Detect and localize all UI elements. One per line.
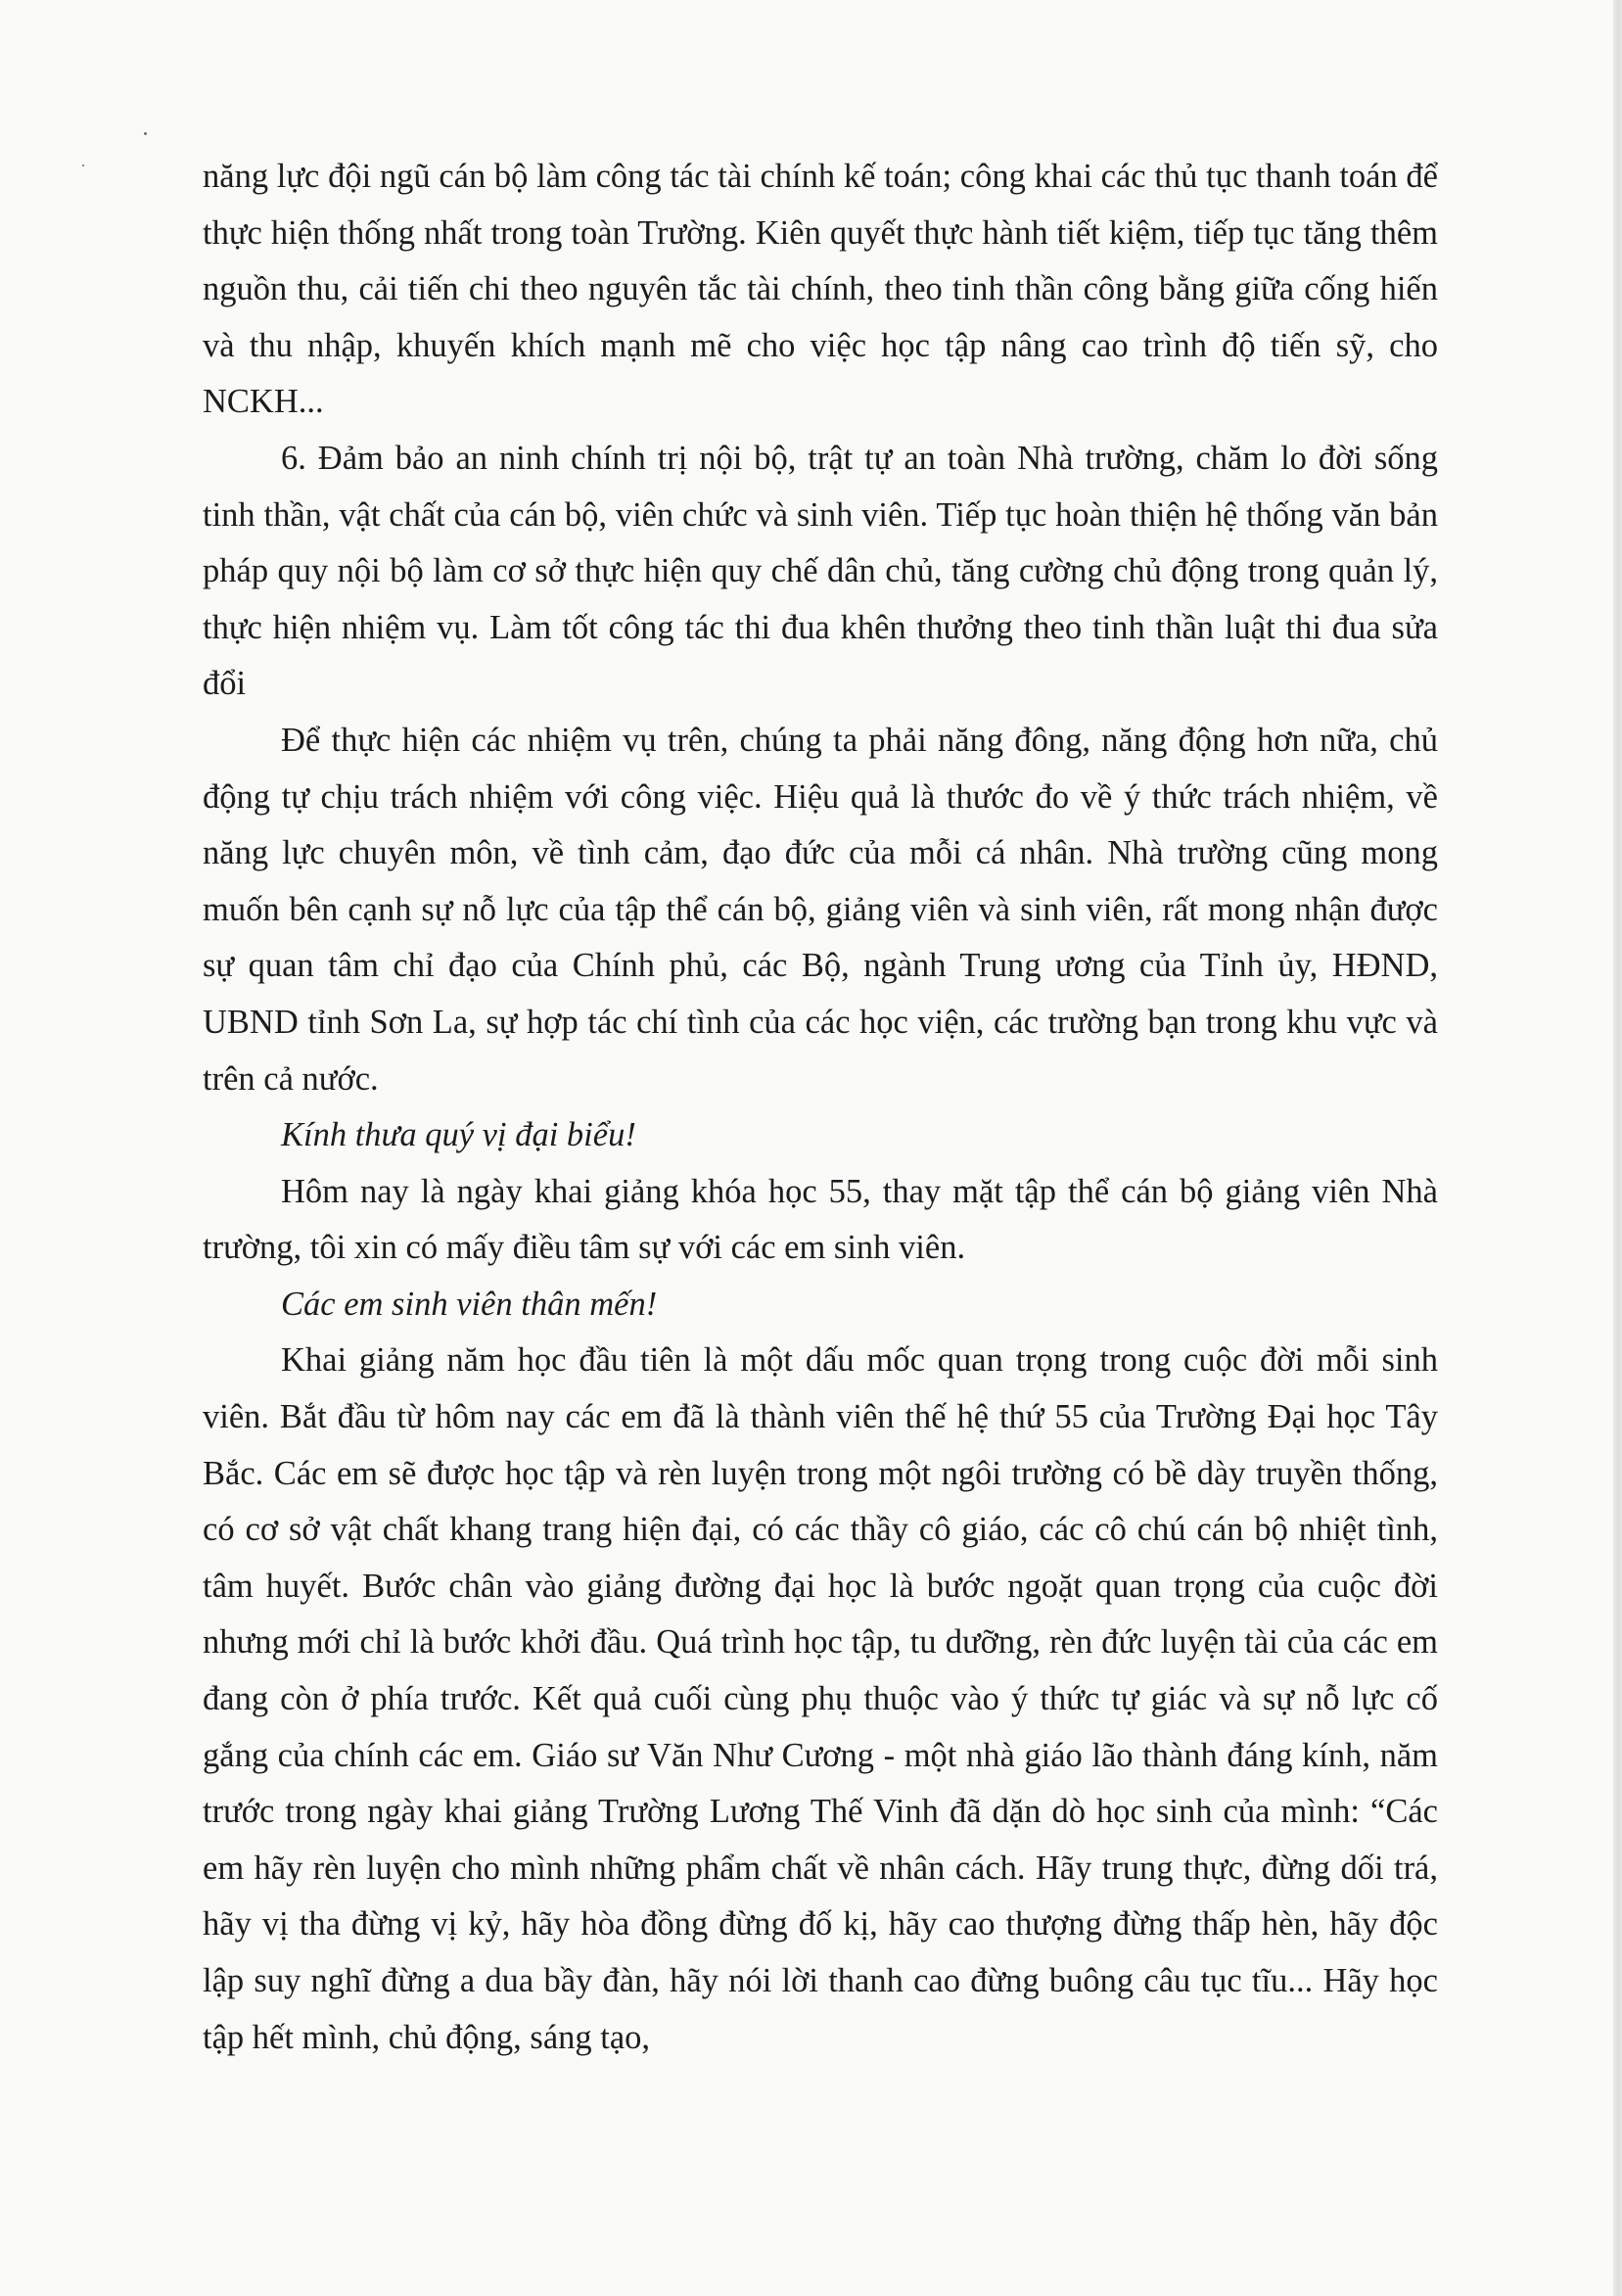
paragraph-finance: năng lực đội ngũ cán bộ làm công tác tài chính kế toán; công khai các thủ tục thanh toán để thực hiện thống nhất trong toàn Trường. Kiên quyết thực hành tiết kiệm, tiếp tục tăng thêm nguồn thu, cải tiến chi theo nguyên tắc tài chính, theo tinh thần công bằng giữa cống hiến và thu nhập, khuyến khích mạnh mẽ cho việc học tập nâng cao trình độ tiến sỹ, cho NCKH...: [203, 158, 1438, 421]
paragraph-security: 6. Đảm bảo an ninh chính trị nội bộ, trật tự an toàn Nhà trường, chăm lo đời sống tinh thần, vật chất của cán bộ, viên chức và sinh viên. Tiếp tục hoàn thiện hệ thống văn bản pháp quy nội bộ làm cơ sở thực hiện quy chế dân chủ, tăng cường chủ động trong quản lý, thực hiện nhiệm vụ. Làm tốt công tác thi đua khên thưởng theo tinh thần luật thi đua sửa đổi: [203, 439, 1438, 703]
paragraph-opening-day: Hôm nay là ngày khai giảng khóa học 55, thay mặt tập thể cán bộ giảng viên Nhà trường, tôi xin có mấy điều tâm sự với các em sinh viên.: [203, 1172, 1438, 1267]
scan-edge-shadow: [1613, 0, 1619, 2296]
document-body: [203, 149, 1438, 2066]
scan-speck: [82, 164, 84, 166]
salutation-delegates: Kính thưa quý vị đại biểu!: [281, 1116, 636, 1154]
scan-speck: [144, 132, 147, 135]
salutation-students: Các em sinh viên thân mến!: [281, 1285, 658, 1323]
paragraph-tasks: Để thực hiện các nhiệm vụ trên, chúng ta phải năng đông, năng động hơn nữa, chủ động tự chịu trách nhiệm với công việc. Hiệu quả là thước đo về ý thức trách nhiệm, về năng lực chuyên môn, về tình cảm, đạo đức của mỗi cá nhân. Nhà trường cũng mong muốn bên cạnh sự nỗ lực của tập thể cán bộ, giảng viên và sinh viên, rất mong nhận được sự quan tâm chỉ đạo của Chính phủ, các Bộ, ngành Trung ương của Tỉnh ủy, HĐND, UBND tỉnh Sơn La, sự hợp tác chí tình của các học viện, các trường bạn trong khu vực và trên cả nước.: [203, 721, 1438, 1098]
paragraph-first-year: Khai giảng năm học đầu tiên là một dấu mốc quan trọng trong cuộc đời mỗi sinh viên. Bắt đầu từ hôm nay các em đã là thành viên thế hệ thứ 55 của Trường Đại học Tây Bắc. Các em sẽ được học tập và rèn luyện trong một ngôi trường có bề dày truyền thống, có cơ sở vật chất khang trang hiện đại, có các thầy cô giáo, các cô chú cán bộ nhiệt tình, tâm huyết. Bước chân vào giảng đường đại học là bước ngoặt quan trọng của cuộc đời nhưng mới chỉ là bước khởi đầu. Quá trình học tập, tu dưỡng, rèn đức luyện tài của các em đang còn ở phía trước. Kết quả cuối cùng phụ thuộc vào ý thức tự giác và sự nỗ lực cố gắng của chính các em. Giáo sư Văn Như Cương - một nhà giáo lão thành đáng kính, năm trước trong ngày khai giảng Trường Lương Thế Vinh đã dặn dò học sinh của mình: “Các em hãy rèn luyện cho mình những phẩm chất về nhân cách. Hãy trung thực, đừng dối trá, hãy vị tha đừng vị kỷ, hãy hòa đồng đừng đố kị, hãy cao thượng đừng thấp hèn, hãy độc lập suy nghĩ đừng a dua bầy đàn, hãy nói lời thanh cao đừng buông câu tục tĩu... Hãy học tập hết mình, chủ động, sáng tạo,: [203, 1341, 1438, 2056]
